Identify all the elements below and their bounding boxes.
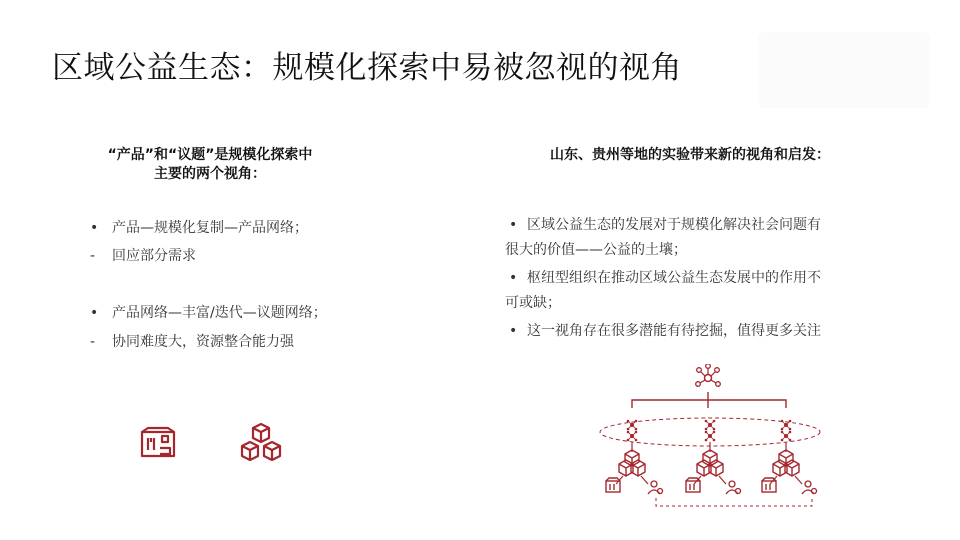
page-title: 区域公益生态：规模化探索中易被忽视的视角 [52, 50, 682, 86]
network-hub-icon [696, 364, 721, 386]
right-heading: 山东、贵州等地的实验带来新的视角和启发： [550, 147, 830, 163]
list-item [86, 303, 327, 323]
hub-node-icon [627, 420, 792, 442]
network-diagram [590, 364, 830, 514]
bullet-marker: • [509, 270, 518, 286]
dash-marker: - [90, 334, 96, 350]
box-icon [619, 450, 799, 476]
bullet-marker: • [90, 220, 99, 236]
list-item-line2: 很大的价值——公益的土壤； [505, 242, 687, 258]
single-box-icon [140, 426, 176, 458]
stacked-boxes-icon [238, 422, 284, 464]
list-item [505, 213, 875, 263]
list-item [505, 266, 875, 316]
bullet-marker: • [509, 323, 518, 339]
left-heading-line1: “产品”和“议题”是规模化探索中 [107, 147, 313, 163]
dash-marker: - [90, 248, 96, 264]
list-item-text: 回应部分需求 [112, 248, 196, 264]
list-item-line1: 这一视角存在很多潜能有待挖掘，值得更多关注 [527, 323, 821, 339]
list-item [505, 319, 875, 344]
list-item-line2: 可或缺； [505, 295, 561, 311]
list-item [86, 246, 327, 266]
bullet-marker: • [90, 305, 99, 321]
left-heading-line2: 主要的两个视角： [154, 166, 266, 182]
list-item-text: 产品—规模化复制—产品网络； [112, 220, 308, 236]
person-icon [648, 481, 817, 494]
list-item-text: 协同难度大，资源整合能力强 [112, 334, 294, 350]
list-item [86, 218, 327, 238]
list-item-text: 产品网络—丰富/迭代—议题网络； [112, 305, 327, 321]
box-icon [606, 478, 776, 492]
list-item [86, 332, 327, 352]
placeholder-box [758, 32, 930, 108]
list-item-line1: 区域公益生态的发展对于规模化解决社会问题有 [527, 217, 821, 233]
list-item-line1: 枢纽型组织在推动区域公益生态发展中的作用不 [527, 270, 821, 286]
left-list [86, 218, 327, 352]
right-list [505, 213, 875, 344]
left-heading [60, 146, 360, 184]
bullet-marker: • [509, 217, 518, 233]
